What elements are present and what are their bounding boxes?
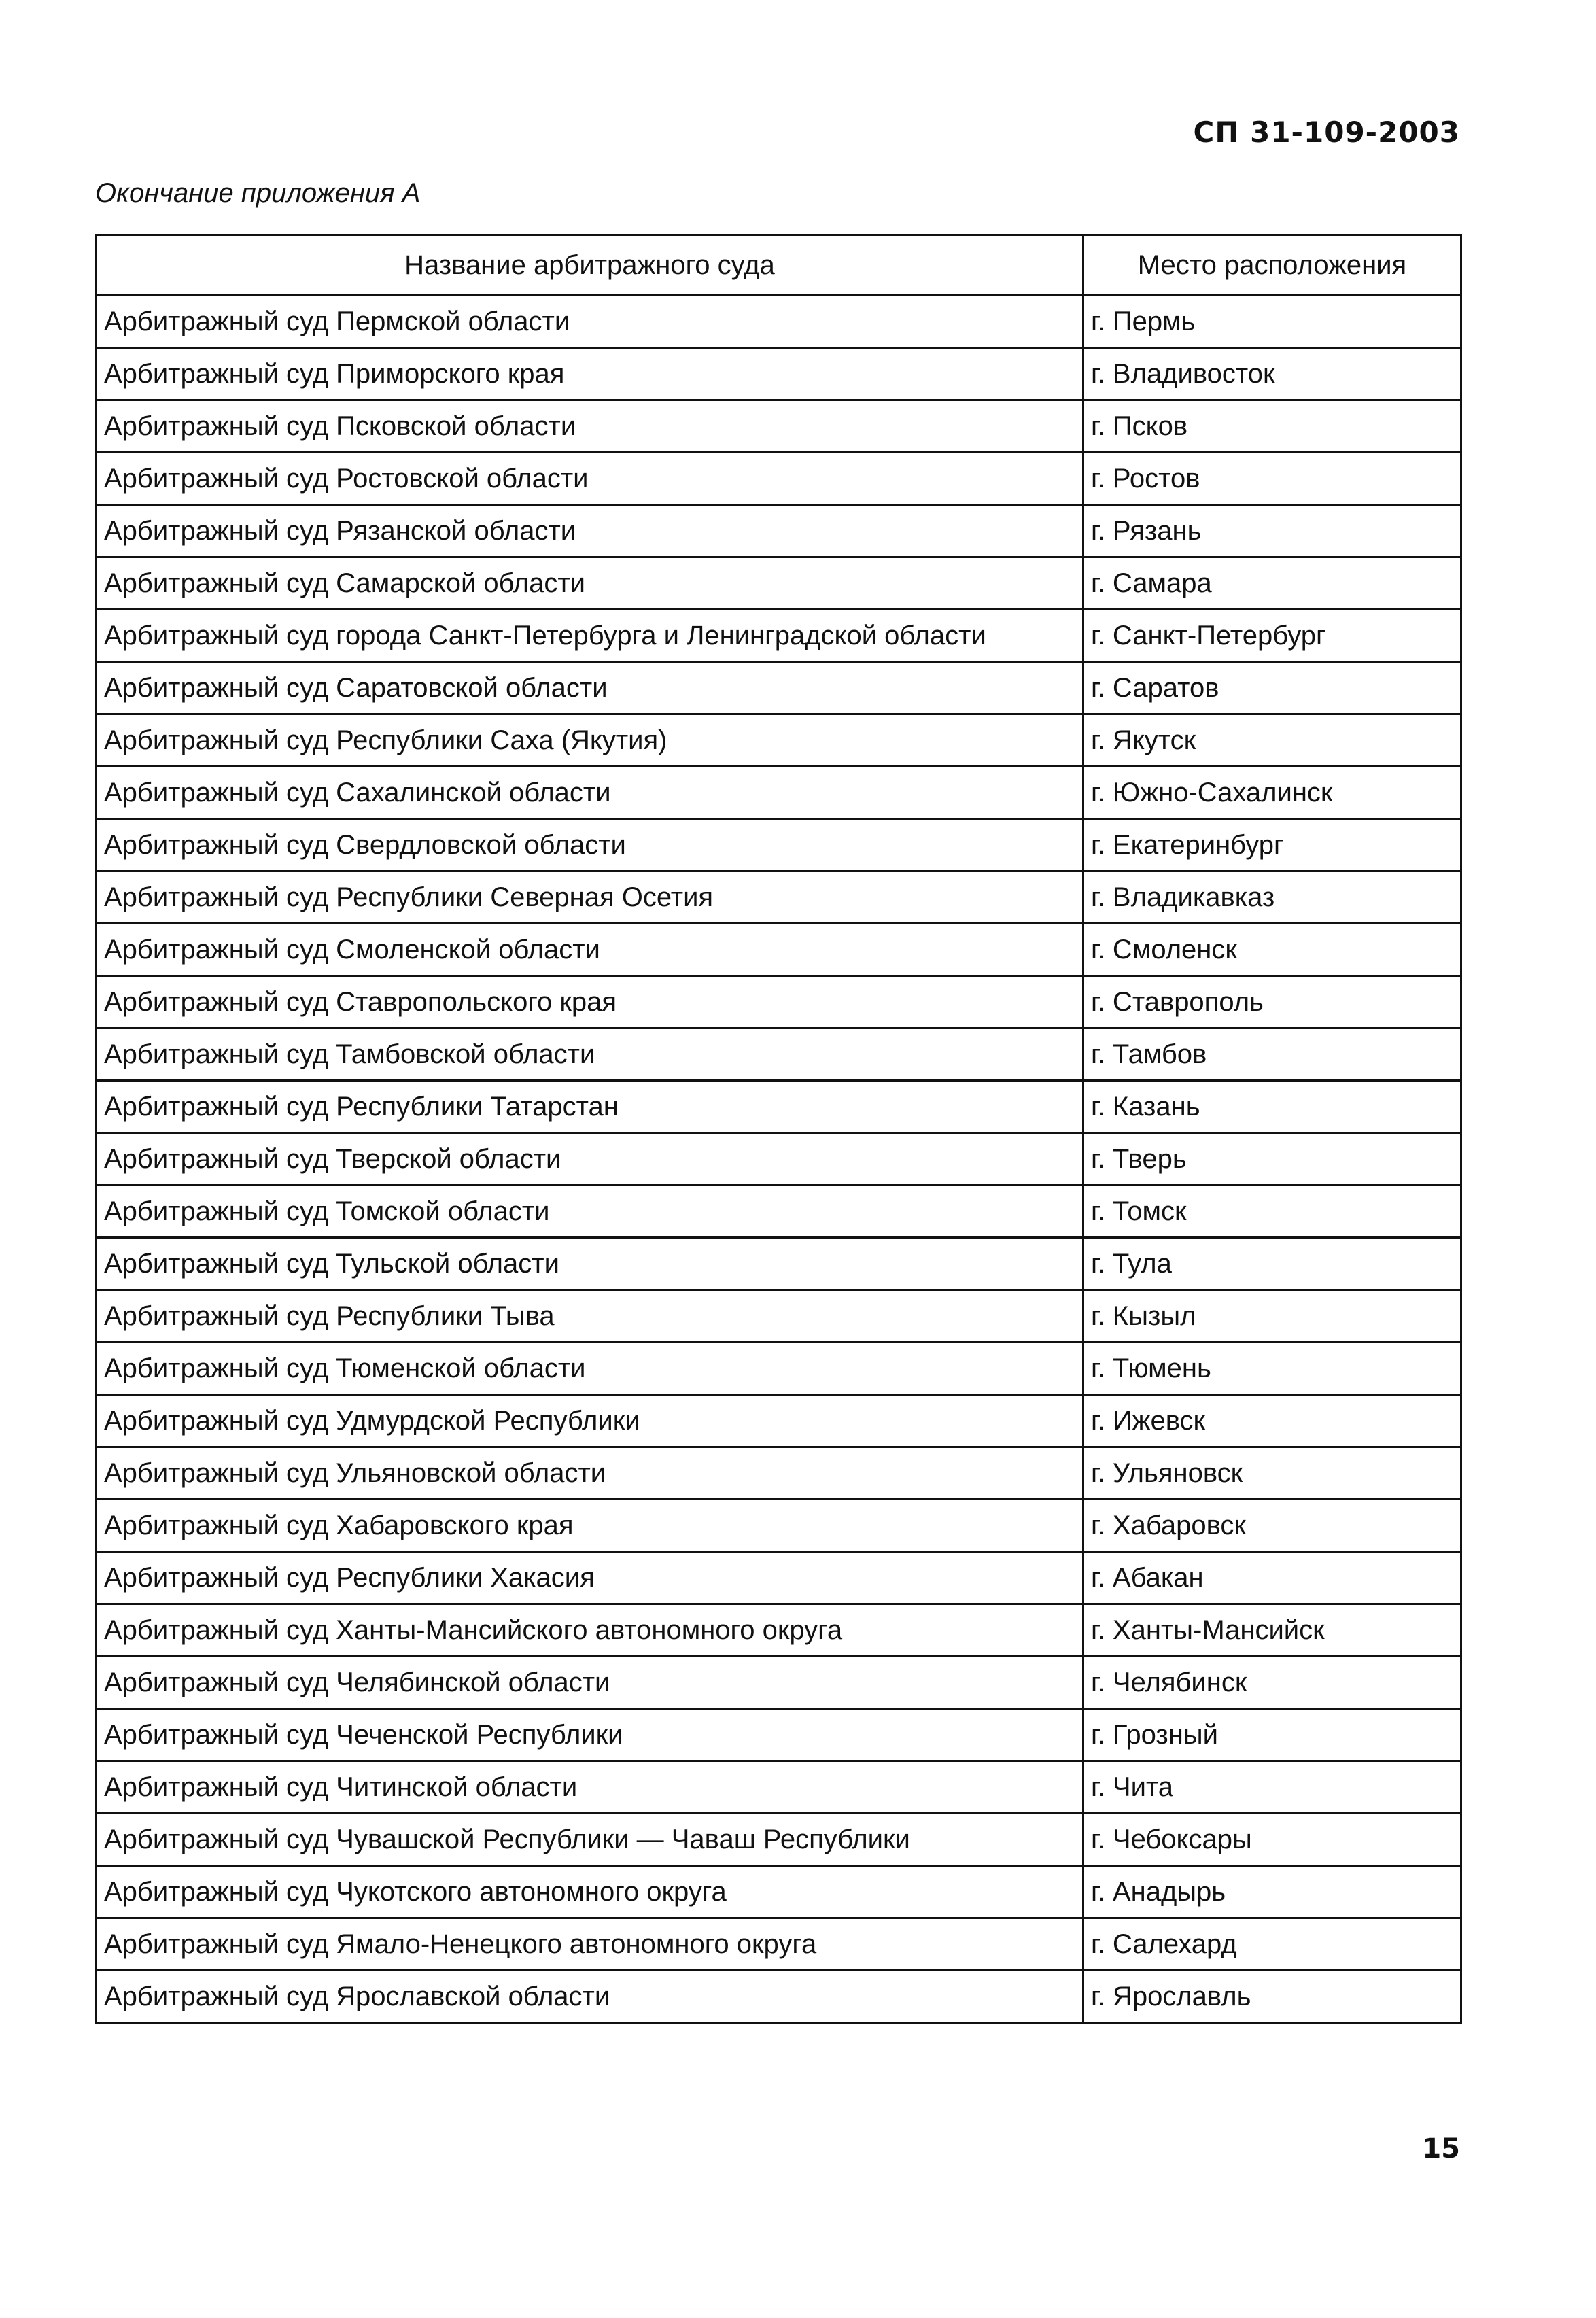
table-row (97, 1395, 1461, 1447)
court-name-cell: Арбитражный суд Челябинской области (97, 1657, 1083, 1709)
table-row (97, 1081, 1461, 1133)
table-row (97, 1814, 1461, 1866)
table-row (97, 610, 1461, 662)
page-number: 15 (1422, 2133, 1460, 2164)
court-name-cell: Арбитражный суд Ярославской области (97, 1971, 1083, 2023)
court-name-cell: Арбитражный суд Ростовской области (97, 453, 1083, 505)
court-name-cell: Арбитражный суд Ставропольского края (97, 976, 1083, 1028)
table-row (97, 1552, 1461, 1604)
annex-continuation-note: Окончание приложения А (95, 178, 421, 208)
court-name-cell: Арбитражный суд Томской области (97, 1186, 1083, 1238)
column-header-location: Место расположения (1083, 235, 1461, 296)
header-row (97, 235, 1461, 296)
table-row (97, 348, 1461, 400)
location-cell: г. Челябинск (1083, 1657, 1461, 1709)
location-cell: г. Тамбов (1083, 1028, 1461, 1081)
location-cell: г. Грозный (1083, 1709, 1461, 1761)
location-cell: г. Кызыл (1083, 1290, 1461, 1343)
table-row (97, 1971, 1461, 2023)
court-name-cell: Арбитражный суд Ханты-Мансийского автономного округа (97, 1604, 1083, 1657)
court-name-cell: Арбитражный суд Тюменской области (97, 1343, 1083, 1395)
court-name-cell: Арбитражный суд Саратовской области (97, 662, 1083, 714)
court-name-cell: Арбитражный суд Республики Северная Осетия (97, 871, 1083, 924)
table-row (97, 976, 1461, 1028)
table-row (97, 1343, 1461, 1395)
location-cell: г. Саратов (1083, 662, 1461, 714)
location-cell: г. Владивосток (1083, 348, 1461, 400)
table-row (97, 1500, 1461, 1552)
courts-table (95, 234, 1462, 2024)
table-row (97, 924, 1461, 976)
column-header-court-name: Название арбитражного суда (97, 235, 1083, 296)
court-name-cell: Арбитражный суд Пермской области (97, 296, 1083, 348)
table-row (97, 400, 1461, 453)
court-name-cell: Арбитражный суд Тульской области (97, 1238, 1083, 1290)
location-cell: г. Тула (1083, 1238, 1461, 1290)
location-cell: г. Ростов (1083, 453, 1461, 505)
table-row (97, 505, 1461, 557)
courts-table-body (97, 296, 1461, 2023)
location-cell: г. Псков (1083, 400, 1461, 453)
court-name-cell: Арбитражный суд Чувашской Республики — Чаваш Республики (97, 1814, 1083, 1866)
court-name-cell: Арбитражный суд Удмурдской Республики (97, 1395, 1083, 1447)
court-name-cell: Арбитражный суд Республики Саха (Якутия) (97, 714, 1083, 767)
location-cell: г. Томск (1083, 1186, 1461, 1238)
court-name-cell: Арбитражный суд Тверской области (97, 1133, 1083, 1186)
location-cell: г. Ижевск (1083, 1395, 1461, 1447)
table-row (97, 1028, 1461, 1081)
court-name-cell: Арбитражный суд Свердловской области (97, 819, 1083, 871)
location-cell: г. Южно-Сахалинск (1083, 767, 1461, 819)
court-name-cell: Арбитражный суд Псковской области (97, 400, 1083, 453)
table-row (97, 1918, 1461, 1971)
court-name-cell: Арбитражный суд города Санкт-Петербурга и Ленинградской области (97, 610, 1083, 662)
courts-table-header (97, 235, 1461, 296)
court-name-cell: Арбитражный суд Рязанской области (97, 505, 1083, 557)
table-row (97, 1447, 1461, 1500)
table-row (97, 1186, 1461, 1238)
court-name-cell: Арбитражный суд Чеченской Республики (97, 1709, 1083, 1761)
location-cell: г. Ставрополь (1083, 976, 1461, 1028)
table-row (97, 662, 1461, 714)
location-cell: г. Салехард (1083, 1918, 1461, 1971)
location-cell: г. Тюмень (1083, 1343, 1461, 1395)
table-row (97, 1133, 1461, 1186)
table-row (97, 557, 1461, 610)
location-cell: г. Казань (1083, 1081, 1461, 1133)
court-name-cell: Арбитражный суд Смоленской области (97, 924, 1083, 976)
location-cell: г. Екатеринбург (1083, 819, 1461, 871)
court-name-cell: Арбитражный суд Республики Хакасия (97, 1552, 1083, 1604)
table-row (97, 1866, 1461, 1918)
location-cell: г. Абакан (1083, 1552, 1461, 1604)
location-cell: г. Санкт-Петербург (1083, 610, 1461, 662)
location-cell: г. Чебоксары (1083, 1814, 1461, 1866)
table-row (97, 296, 1461, 348)
table-row (97, 1761, 1461, 1814)
court-name-cell: Арбитражный суд Сахалинской области (97, 767, 1083, 819)
court-name-cell: Арбитражный суд Тамбовской области (97, 1028, 1083, 1081)
table-row (97, 1290, 1461, 1343)
court-name-cell: Арбитражный суд Ямало-Ненецкого автономного округа (97, 1918, 1083, 1971)
location-cell: г. Ульяновск (1083, 1447, 1461, 1500)
location-cell: г. Рязань (1083, 505, 1461, 557)
table-row (97, 453, 1461, 505)
location-cell: г. Смоленск (1083, 924, 1461, 976)
court-name-cell: Арбитражный суд Самарской области (97, 557, 1083, 610)
court-name-cell: Арбитражный суд Хабаровского края (97, 1500, 1083, 1552)
document-code: СП 31-109-2003 (1193, 116, 1460, 149)
location-cell: г. Ярославль (1083, 1971, 1461, 2023)
court-name-cell: Арбитражный суд Чукотского автономного округа (97, 1866, 1083, 1918)
location-cell: г. Анадырь (1083, 1866, 1461, 1918)
table-row (97, 1604, 1461, 1657)
court-name-cell: Арбитражный суд Республики Татарстан (97, 1081, 1083, 1133)
table-row (97, 1657, 1461, 1709)
table-row (97, 767, 1461, 819)
court-name-cell: Арбитражный суд Республики Тыва (97, 1290, 1083, 1343)
location-cell: г. Пермь (1083, 296, 1461, 348)
table-row (97, 1238, 1461, 1290)
table-row (97, 819, 1461, 871)
table-row (97, 871, 1461, 924)
location-cell: г. Тверь (1083, 1133, 1461, 1186)
court-name-cell: Арбитражный суд Ульяновской области (97, 1447, 1083, 1500)
location-cell: г. Владикавказ (1083, 871, 1461, 924)
table-row (97, 1709, 1461, 1761)
location-cell: г. Ханты-Мансийск (1083, 1604, 1461, 1657)
table-row (97, 714, 1461, 767)
court-name-cell: Арбитражный суд Приморского края (97, 348, 1083, 400)
location-cell: г. Якутск (1083, 714, 1461, 767)
court-name-cell: Арбитражный суд Читинской области (97, 1761, 1083, 1814)
location-cell: г. Хабаровск (1083, 1500, 1461, 1552)
location-cell: г. Чита (1083, 1761, 1461, 1814)
location-cell: г. Самара (1083, 557, 1461, 610)
